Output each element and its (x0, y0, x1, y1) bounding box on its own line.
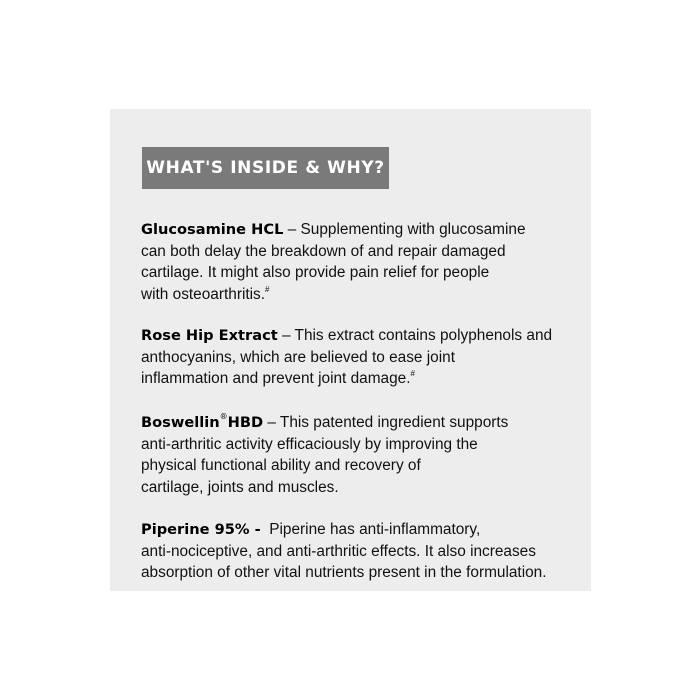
ingredient-glucosamine (141, 219, 586, 305)
description-line: This patented ingredient supports (279, 414, 509, 431)
section-header (142, 147, 389, 189)
footnote-mark: # (410, 369, 415, 379)
info-panel (110, 109, 591, 591)
ingredient-name: Rose Hip Extract (141, 327, 278, 344)
ingredient-last-line (141, 368, 586, 390)
description-line: with osteoarthritis. (141, 285, 266, 303)
description-line: cartilage, joints and muscles. (141, 478, 339, 496)
description-line: can both delay the breakdown of and repair damaged (141, 242, 506, 260)
description-line: anti-arthritic activity efficaciously by improving the (141, 435, 478, 453)
ingredient-first-line (141, 325, 586, 347)
ingredient-first-line (141, 519, 586, 541)
separator: – (283, 221, 301, 238)
ingredient-rose-hip (141, 325, 586, 390)
description-line: cartilage. It might also provide pain relief for people (141, 264, 490, 282)
separator: – (277, 327, 295, 344)
ingredient-first-line (141, 219, 586, 241)
ingredient-name: Glucosamine HCL (141, 221, 284, 238)
ingredient-first-line (141, 412, 586, 434)
description-line: inflammation and prevent joint damage. (141, 370, 411, 388)
ingredient-name (141, 414, 263, 431)
description-line: anti-nociceptive, and anti-arthritic effects. It also increases (141, 542, 536, 560)
description-line: Piperine has anti-inflammatory, (269, 521, 481, 538)
separator (261, 521, 270, 538)
ingredient-name-part: HBD (227, 414, 264, 431)
registered-mark: ® (219, 412, 228, 421)
section-header-title: WHAT'S INSIDE & WHY? (146, 158, 385, 178)
separator: – (263, 414, 280, 431)
description-line: Supplementing with glucosamine (300, 221, 526, 238)
description-line: physical functional ability and recovery of (141, 457, 421, 475)
ingredient-piperine (141, 519, 586, 584)
ingredient-name-part: Boswellin (141, 414, 220, 431)
footnote-mark: # (265, 284, 270, 294)
description-line: anthocyanins, which are believed to ease joint (141, 348, 455, 366)
description-line: absorption of other vital nutrients present in the formulation. (141, 564, 547, 582)
ingredient-last-line (141, 284, 586, 306)
ingredient-name: Piperine 95% - (141, 521, 261, 538)
description-line: This extract contains polyphenols and (294, 327, 553, 344)
ingredient-boswellin (141, 412, 586, 498)
